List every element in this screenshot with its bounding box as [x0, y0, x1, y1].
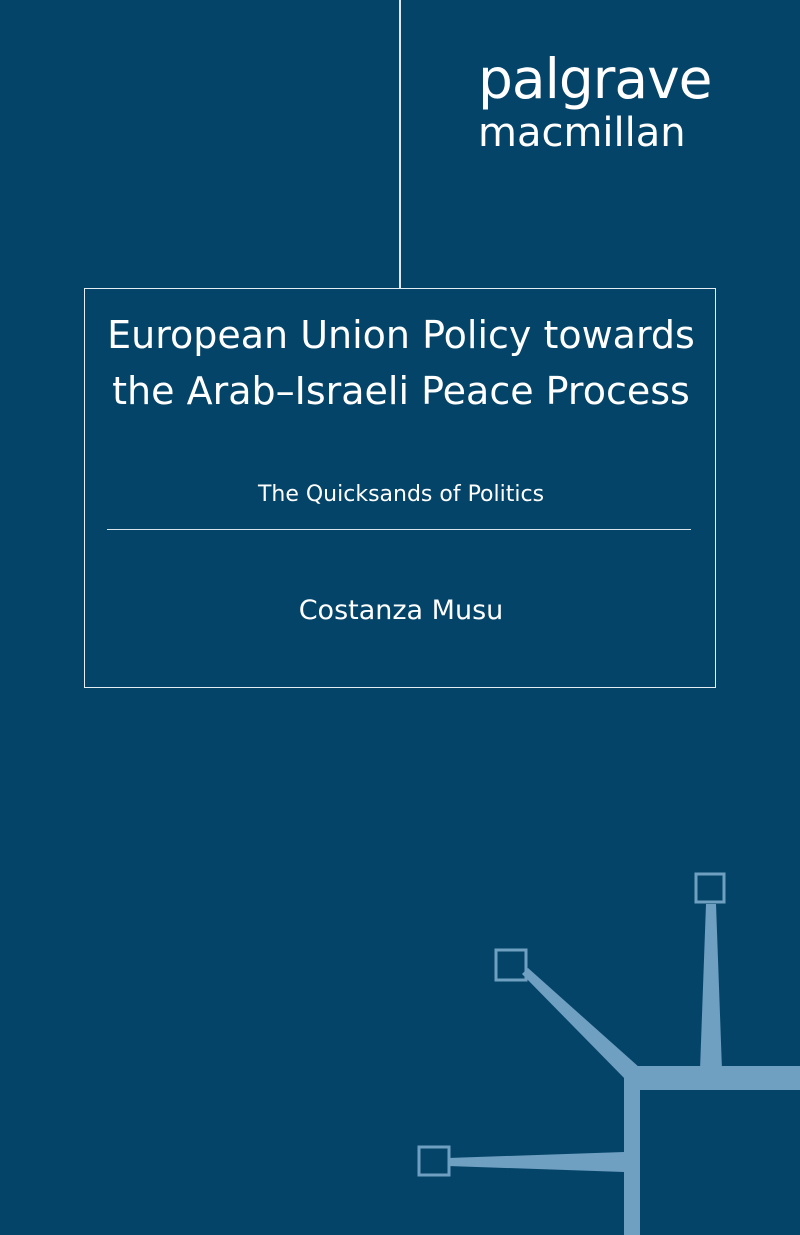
- motif-node-bottom-left: [419, 1147, 449, 1175]
- motif-node-top-right: [696, 874, 724, 902]
- motif-spike-horizontal: [448, 1152, 624, 1172]
- motif-spike-diagonal: [522, 968, 640, 1082]
- motif-hub-frame: [624, 1066, 800, 1235]
- publisher-logo-line1: palgrave: [478, 47, 712, 111]
- book-subtitle: The Quicksands of Politics: [257, 482, 545, 507]
- book-title: European Union Policy towards the Arab–Israeli Peace Process: [107, 313, 695, 413]
- book-author: Costanza Musu: [298, 595, 504, 626]
- publisher-logo-line2: macmillan: [478, 110, 686, 156]
- motif-node-left: [496, 950, 526, 980]
- motif-spike-vertical: [700, 904, 722, 1070]
